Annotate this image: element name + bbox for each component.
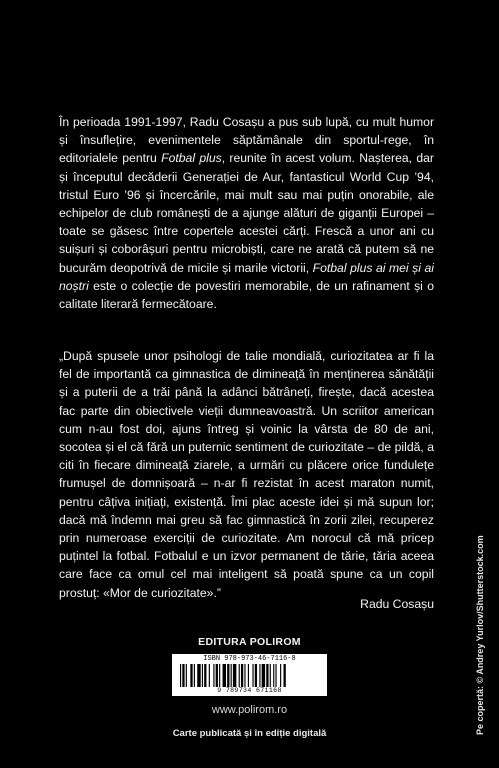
barcode-stripe — [259, 664, 260, 687]
barcode-digits: 9 789734 671168 — [217, 687, 282, 694]
barcode-stripe — [216, 664, 218, 687]
book-title: Fotbal plus ai mei și ai noștri — [59, 260, 434, 293]
digital-edition-note: Carte publicată și în ediție digitală — [172, 728, 327, 739]
barcode-stripe — [273, 664, 274, 687]
barcode-stripe — [233, 664, 236, 687]
magazine-title: Fotbal plus — [161, 151, 222, 166]
barcode-stripe — [219, 664, 220, 687]
barcode-stripe — [248, 664, 249, 687]
barcode-stripe — [252, 664, 253, 687]
barcode-stripe — [197, 664, 200, 687]
author-quote: „După spusele unor psihologi de talie mondială, curiozitatea ar fi la fel de importantă ca gimnastica de dimineață în menținerea sănătății și a puterii de a trăi până la adânci bătrâneți, firește, dacă acestea fac parte din obiectivele vieții dumneavoastră. Un scriitor american cum n-au fost doi, ajuns întreg și voinic la vârsta de 80 de ani, socotea și el că fără un puternic sentiment de curiozitate – de pildă, a citi în fiecare dimineață ziarele, a urmări cu plăcere orice fundulețe frumușel de domnișoară – n-ar fi rezistat în acest maraton numit, pentru câțiva inițiați, existență. Îmi plac aceste idei și mă supun lor; dacă mă îndemn mai greu să fac gimnastică în zorii zilei, recuperez prin numeroase exerciții de curiozitate. Am norocul că mă pricep puțintel la fotbal. Fotbalul e un izvor permanent de tărie, tăria aceea care face ca omul cel mai inteligent să poată spune ca un copil prostuț: «Mor de curiozitate».” — [59, 349, 434, 600]
publisher-name: EDITURA POLIROM — [198, 636, 301, 648]
isbn-label: ISBN 978-973-46-7116-8 — [203, 655, 296, 663]
barcode-stripe — [202, 664, 203, 687]
barcode-stripe — [231, 664, 232, 687]
barcode-stripe — [194, 664, 195, 687]
barcode-stripe — [262, 664, 265, 687]
barcode-stripe — [275, 664, 276, 687]
barcode-stripe — [182, 664, 184, 687]
barcode-stripe — [209, 664, 210, 687]
barcode-stripe — [255, 664, 257, 687]
barcode-stripe — [223, 664, 226, 687]
barcode-stripe — [284, 664, 286, 687]
barcode-stripe — [239, 664, 240, 687]
barcode-stripe — [227, 664, 229, 687]
barcode-stripe — [241, 664, 243, 687]
barcode — [172, 654, 327, 696]
barcode-stripe — [266, 664, 268, 687]
blurb-text: În perioada 1991-1997, Radu Cosașu a pus sub lupă, cu mult humor și însuflețire, evenimentele săptămânale din sportul-rege, în editorialele pentru — [59, 115, 434, 166]
barcode-stripe — [180, 664, 181, 687]
author-signature: Radu Cosașu — [360, 597, 434, 611]
barcode-bars — [180, 664, 319, 687]
barcode-stripe — [244, 664, 245, 687]
barcode-stripe — [270, 664, 271, 687]
publisher-website[interactable]: www.polirom.ro — [211, 704, 288, 716]
blurb-text: este o colecție de povestiri memorabile, de un rafinament și o calitate literară fermecătoare. — [59, 278, 434, 312]
barcode-stripe — [190, 664, 192, 687]
blurb-paragraph-1 — [59, 113, 434, 313]
barcode-stripe — [280, 664, 281, 687]
barcode-stripe — [213, 664, 214, 687]
barcode-stripe — [186, 664, 187, 687]
blurb-text: , reunite în acest volum. Nașterea, dar și începutul decăderii Generației de Aur, fantasticul World Cup ’94, tristul Euro ’96 și încercările, mai mult sau mai puțin onorabile, ale echipelor de club românești de a ajunge alături de giganții Europei – toate se găsesc între copertele acestei cărți. Frescă a unor ani cu suișuri și coborâșuri pentru microbiști, care ne arată că putem să ne bucurăm deopotrivă de micile și marile victorii, — [59, 151, 434, 275]
barcode-stripe — [204, 664, 206, 687]
cover-photo-credit: Pe copertă: © Andrey Yurlov/Shutterstock.com — [475, 535, 485, 735]
